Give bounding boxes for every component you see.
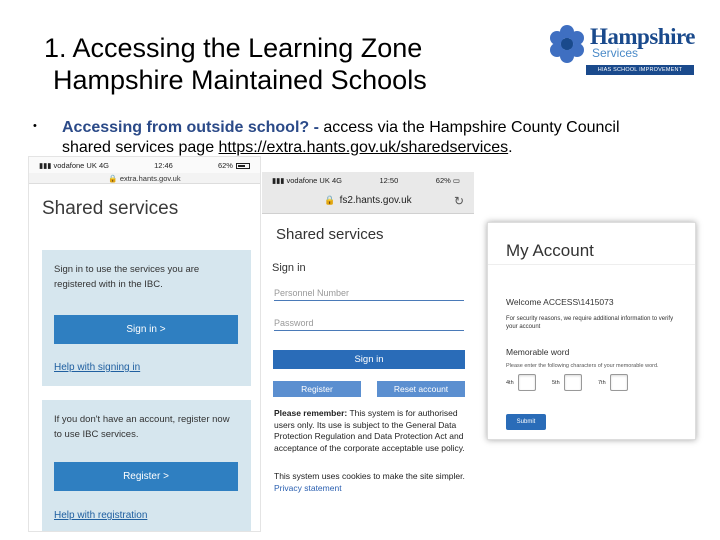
char-input-5th[interactable] [564,374,582,391]
page-heading: Shared services [276,226,384,243]
register-button[interactable]: Register [273,381,361,397]
char-input-4th[interactable] [518,374,536,391]
memorable-word-label: Memorable word [506,347,570,357]
logo-bar: HIAS SCHOOL IMPROVEMENT [586,65,694,75]
submit-button[interactable]: Submit [506,414,546,430]
account-heading: My Account [488,223,695,265]
help-register-link[interactable]: Help with registration [54,510,148,521]
phone-screenshot-2 [262,172,474,498]
carrier: vodafone UK [53,160,97,170]
signin-button[interactable]: Sign in > [54,315,238,344]
logo-sub: Services [592,46,639,60]
battery-icon [236,163,250,169]
lock-icon: 🔒 [324,195,336,205]
title-line-2: Hampshire Maintained Schools [53,65,427,95]
status-bar [29,157,260,173]
url-bar[interactable] [29,173,260,184]
reload-icon[interactable]: ↻ [453,194,464,208]
help-signin-link[interactable]: Help with signing in [54,362,141,373]
phone-screenshot-1 [28,156,261,532]
remember-notice [274,408,470,454]
url-text: extra.hants.gov.uk [119,174,181,183]
bullet-body: access via the Hampshire County Council shared services page [62,119,620,156]
my-account-panel [487,222,696,440]
security-note: For security reasons, we require additional information to verify your account [506,316,674,330]
register-panel [42,400,251,532]
memorable-char-row [506,374,644,391]
cookies-notice [274,471,470,494]
carrier: vodafone UK [286,175,330,185]
url-text: fs2.hants.gov.uk [339,195,412,206]
signal-icon: ▮▮▮ [272,175,285,185]
lock-icon: 🔒 [108,174,118,183]
battery-icon: ▭ [452,175,460,185]
password-input[interactable]: Password [274,313,464,331]
shared-services-link[interactable]: https://extra.hants.gov.uk/sharedservices [218,139,509,156]
personnel-number-input[interactable]: Personnel Number [274,283,464,301]
signin-panel [42,250,251,386]
char-position-label: 7th [598,379,606,386]
title-line-1: 1. Accessing the Learning Zone [44,33,423,63]
time: 12:46 [154,160,173,170]
bullet-end: . [508,139,513,156]
bullet-text [62,118,662,158]
signin-panel-text: Sign in to use the services you are registered with in the IBC. [54,264,200,290]
signin-label: Sign in [272,262,306,274]
privacy-statement-link[interactable]: Privacy statement [274,482,342,493]
slide-title [44,32,427,96]
register-button[interactable]: Register > [54,462,238,491]
flower-icon [548,24,586,64]
network: 4G [98,160,109,170]
char-position-label: 4th [506,379,514,386]
url-bar[interactable] [262,188,474,214]
welcome-text: Welcome ACCESS\1415073 [506,297,614,307]
page-heading: Shared services [42,198,179,219]
battery-level: 62% [217,160,233,170]
remember-bold: Please remember: [274,408,348,418]
memorable-word-note: Please enter the following characters of your memorable word. [506,363,659,369]
char-input-7th[interactable] [610,374,628,391]
hampshire-logo [548,22,698,78]
time: 12:50 [379,175,399,185]
signin-button[interactable]: Sign in [273,350,465,369]
bullet-bold: Accessing from outside school? - [62,119,319,136]
network: 4G [331,175,342,185]
status-bar [262,172,474,188]
char-position-label: 5th [552,379,560,386]
signal-icon: ▮▮▮ [39,160,52,170]
cookies-text: This system uses cookies to make the site simpler. [274,471,465,481]
register-panel-text: If you don't have an account, register now to use IBC services. [54,414,230,440]
logo-name: Hampshire [590,24,695,49]
reset-account-button[interactable]: Reset account [377,381,465,397]
battery-level: 62% [435,175,451,185]
bullet-marker: • [33,120,37,132]
remember-text: This system is for authorised users only. Its use is subject to the General Data Protection Regulation and Data Protection Act and acceptance of the corporate acceptable use policy. [274,408,465,453]
